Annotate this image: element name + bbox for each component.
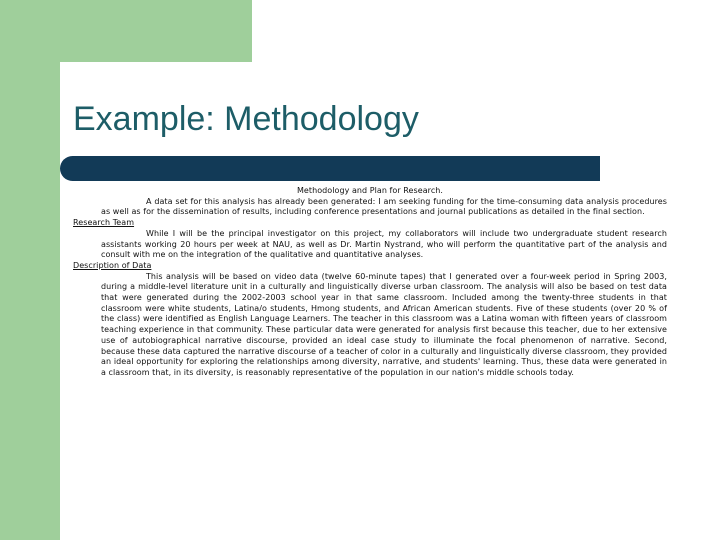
section-heading-description-of-data: Description of Data [73,260,152,270]
research-team-paragraph-text: While I will be the principal investigator on this project, my collaborators will include two undergraduate student research assistants working 20 hours per week at NAU, as well as Dr. Martin Nystrand, who will perform the quantitative part of the analysis and consult with me on the integration of the qualitative and quantitative analyses. [101,228,667,260]
slide-title: Example: Methodology [73,100,419,138]
description-of-data-paragraph [101,272,667,379]
intro-paragraph [101,197,667,218]
document-heading: Methodology and Plan for Research. [296,186,443,195]
green-top-band [0,0,252,62]
research-team-paragraph [101,229,667,261]
green-left-band [0,0,60,540]
intro-paragraph-text: A data set for this analysis has already been generated: I am seeking funding for the time-consuming data analysis procedures as well as for the dissemination of results, including conference presentations and journal publications as detailed in the final section. [101,196,667,217]
slide-body [73,186,667,379]
description-of-data-paragraph-text: This analysis will be based on video data (twelve 60-minute tapes) that I generated over a four-week period in Spring 2003, during a middle-level literature unit in a culturally and linguistically diverse urban classroom. The analysis will also be based on test data that were generated during the 2002-2003 school year in that same classroom. Included among the twenty-three students in that classroom were white students, Latina/o students, Hmong students, and African American students. Five of these students (over 20 % of the class) were identified as English Language Learners. The teacher in this classroom was a Latina woman with fifteen years of classroom teaching experience in that community. These particular data were generated for analysis first because this teacher, due to her extensive use of autobiographical narrative discourse, provided an ideal case study to illuminate the focal phenomenon of narrative. Second, because these data captured the narrative discourse of a teacher of color in a culturally and linguistically diverse classroom, they provided an ideal opportunity for exploring the relationships among diversity, narrative, and students' learning. Thus, these data were generated in a classroom that, in its diversity, is reasonably representative of the population in our nation's middle schools today. [101,271,667,377]
section-heading-research-team: Research Team [73,218,135,228]
title-underline-bar [60,156,600,181]
